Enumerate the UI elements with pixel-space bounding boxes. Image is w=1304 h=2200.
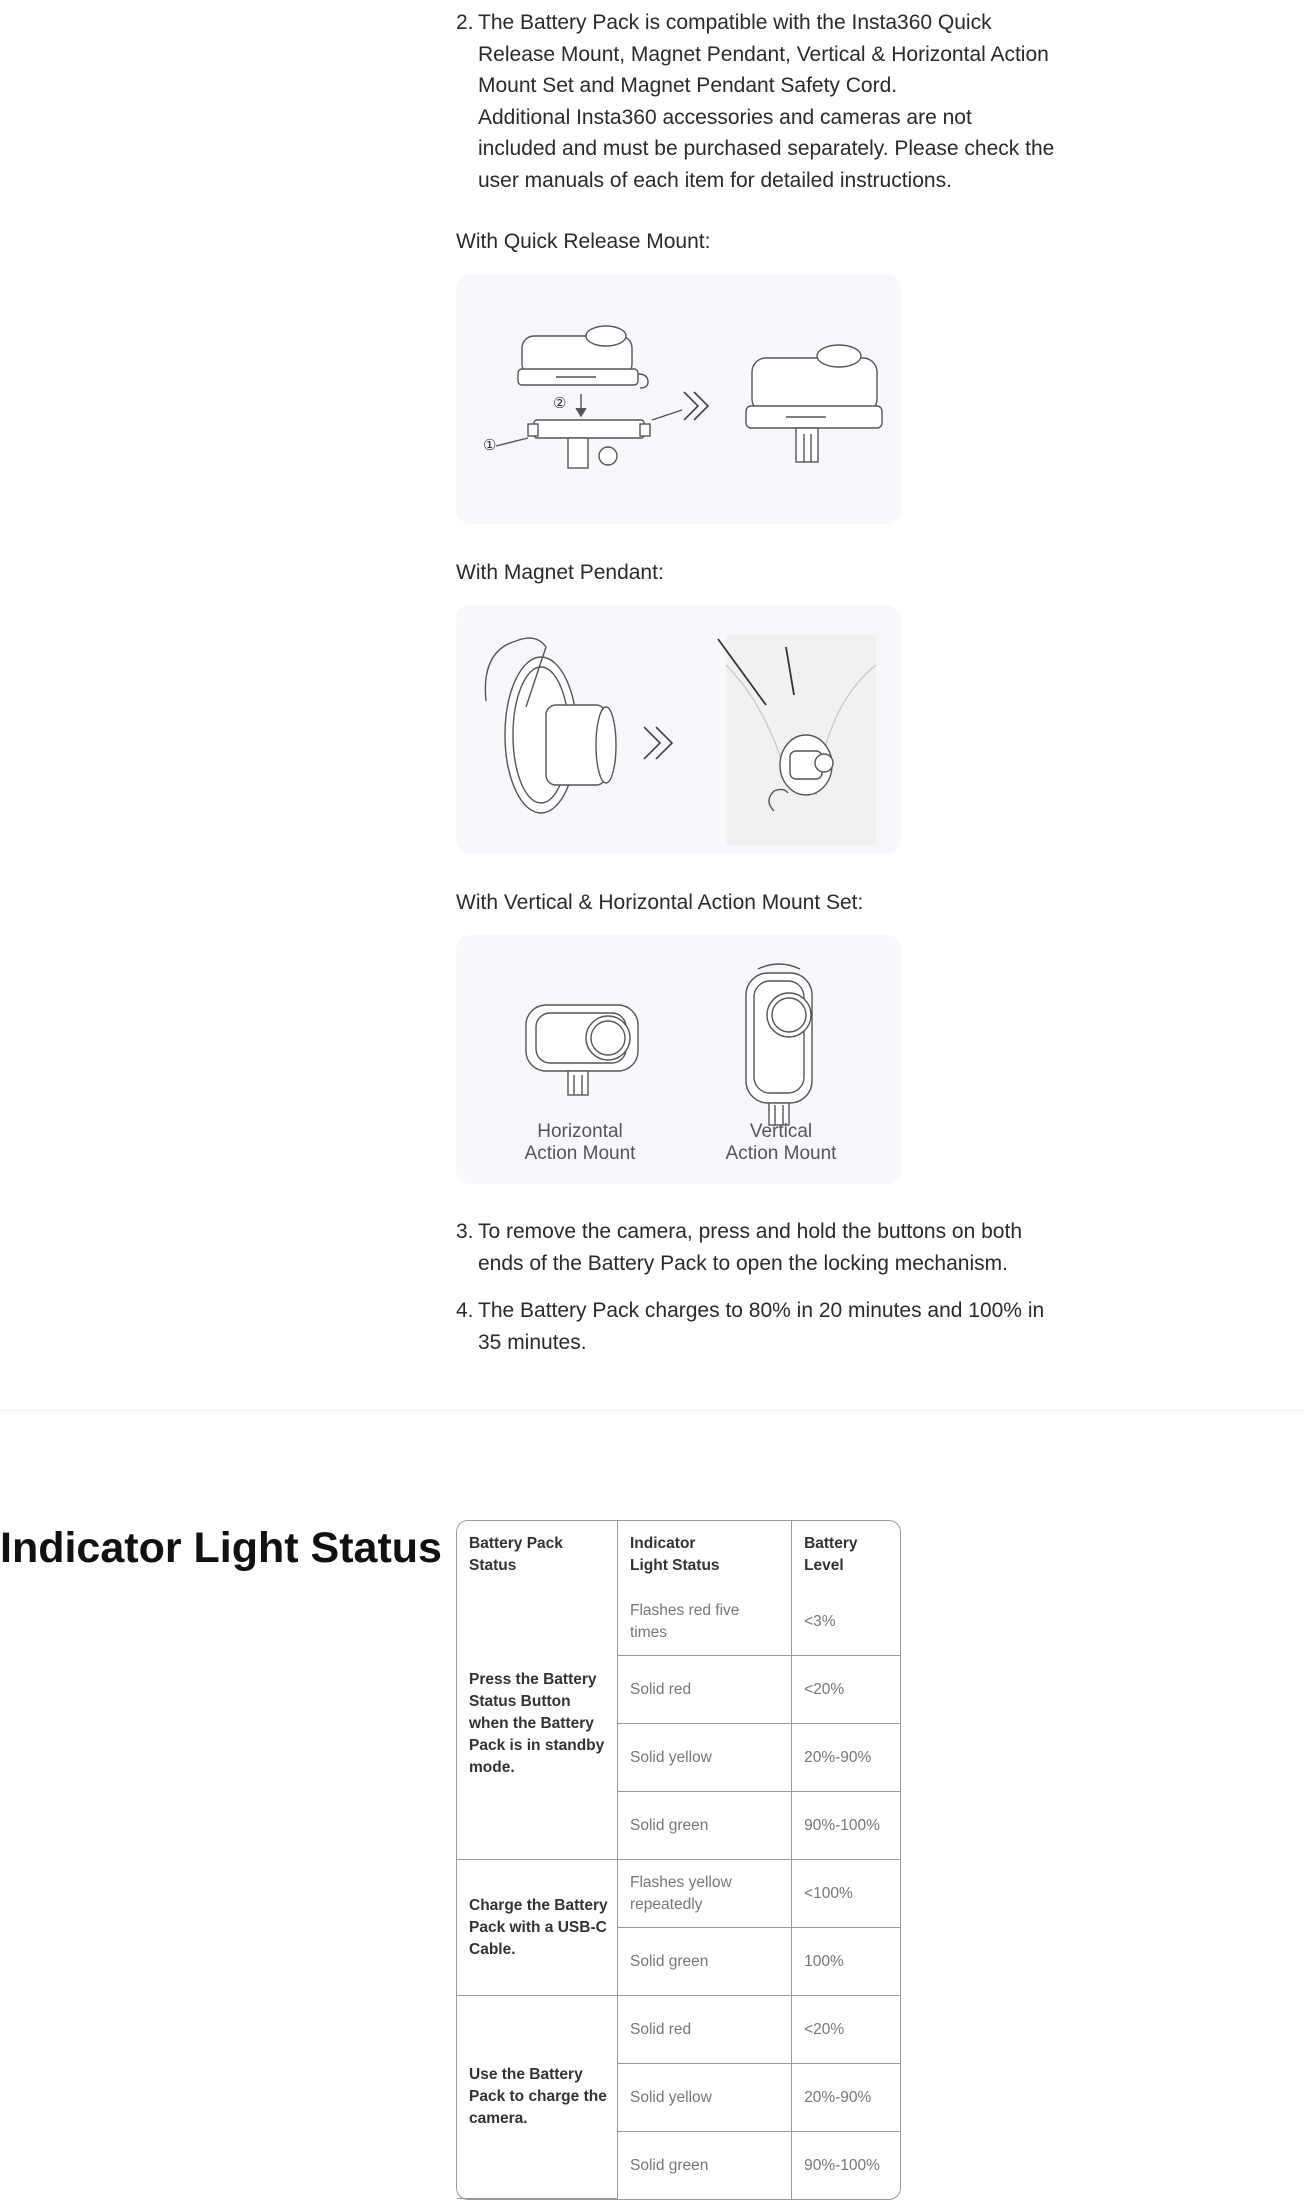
table-header-row <box>457 1521 900 1588</box>
light-cell: Solid green <box>618 2132 792 2199</box>
section-title: Indicator Light Status <box>0 1524 442 1572</box>
level-cell: <100% <box>792 1860 900 1928</box>
level-cell: 20%-90% <box>792 1724 900 1792</box>
level-cell: <20% <box>792 1656 900 1724</box>
step-number: 2. <box>456 11 474 34</box>
step-text: The Battery Pack charges to 80% in 20 minutes and 100% in 35 minutes. <box>478 1299 1045 1354</box>
step-3 <box>456 1216 1076 1279</box>
condition-charging: Charge the Battery Pack with a USB-C Cable. <box>457 1860 618 1996</box>
caption-quick-release: With Quick Release Mount: <box>456 230 711 253</box>
table-row <box>457 1996 900 2064</box>
light-cell: Solid yellow <box>618 2064 792 2132</box>
step-2 <box>456 7 1076 196</box>
vertical-mount-label: Vertical Action Mount <box>725 1121 837 1164</box>
magnet-pendant-illustration <box>456 605 901 854</box>
level-cell: 90%-100% <box>804 2156 880 2174</box>
light-cell: Solid yellow <box>618 1724 792 1792</box>
header-level: Battery Level <box>804 1534 858 1574</box>
light-cell: Solid red <box>618 1996 792 2064</box>
light-cell: Solid green <box>618 1928 792 1996</box>
table-row <box>457 1588 900 1656</box>
level-cell: 20%-90% <box>792 2064 900 2132</box>
step-text: To remove the camera, press and hold the buttons on both ends of the Battery Pack to open the locking mechanism. <box>478 1220 1023 1275</box>
light-cell: Flashes yellow repeatedly <box>618 1860 792 1928</box>
callout-1: ① <box>483 437 497 454</box>
step-number: 4. <box>456 1299 474 1322</box>
condition-charge-camera: Use the Battery Pack to charge the camera. <box>457 1996 618 2199</box>
indicator-status-table <box>456 1520 901 2200</box>
action-mount-illustration <box>456 935 901 1184</box>
header-status: Battery Pack Status <box>457 1521 618 1588</box>
light-cell: Solid green <box>618 1792 792 1860</box>
caption-magnet-pendant: With Magnet Pendant: <box>456 561 664 584</box>
light-cell: Flashes red five times <box>618 1588 792 1656</box>
step-4 <box>456 1295 1076 1358</box>
light-cell: Solid red <box>618 1656 792 1724</box>
step-number: 3. <box>456 1220 474 1243</box>
level-cell: <20% <box>792 1996 900 2064</box>
section-divider <box>0 1410 1304 1411</box>
callout-2: ② <box>553 395 567 412</box>
condition-standby: Press the Battery Status Button when the Battery Pack is in standby mode. <box>457 1588 618 1860</box>
level-cell: 100% <box>792 1928 900 1996</box>
level-cell: 90%-100% <box>792 1792 900 1860</box>
horizontal-mount-label: Horizontal Action Mount <box>524 1121 636 1164</box>
level-cell: <3% <box>792 1588 900 1656</box>
table-row <box>457 1860 900 1928</box>
step-text: The Battery Pack is compatible with the Insta360 Quick Release Mount, Magnet Pendant, Vertical & Horizontal Action Mount Set and Magnet Pendant Safety Cord. Additional Insta360 accessories and cameras are not included and must be purchased separately. Please check the user manuals of each item for detailed instructions. <box>478 11 1055 192</box>
caption-action-mount: With Vertical & Horizontal Action Mount Set: <box>456 891 864 914</box>
quick-release-illustration <box>456 274 901 524</box>
header-light: Indicator Light Status <box>618 1521 792 1588</box>
